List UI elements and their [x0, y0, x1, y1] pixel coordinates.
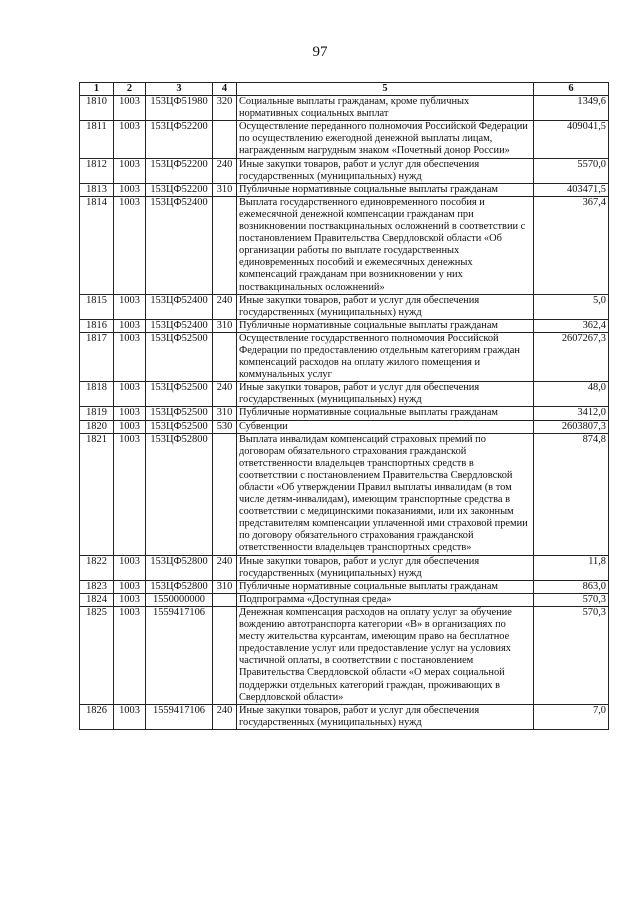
row-description: Публичные нормативные социальные выплаты гражданам	[237, 407, 534, 420]
table-row	[80, 196, 609, 294]
row-amount: 570,3	[534, 606, 609, 704]
row-description: Осуществление государственного полномочия Российской Федерации по предоставлению отдельным категориям граждан компенсаций расходов на оплату жилого помещения и коммунальных услуг	[237, 332, 534, 381]
expense-type: 240	[213, 382, 237, 407]
table-row	[80, 158, 609, 183]
column-header: 1	[80, 83, 114, 96]
target-code: 153ЦФ52500	[146, 407, 213, 420]
row-amount: 3412,0	[534, 407, 609, 420]
expense-type	[213, 606, 237, 704]
table-body	[80, 96, 609, 730]
row-description: Осуществление переданного полномочия Российской Федерации по осуществлению ежегодной денежной выплаты лицам, награжденным нагрудным знаком «Почетный донор России»	[237, 121, 534, 158]
table-row	[80, 121, 609, 158]
section-code: 1003	[114, 593, 146, 606]
row-number: 1826	[80, 704, 114, 729]
row-description: Публичные нормативные социальные выплаты гражданам	[237, 580, 534, 593]
table-row	[80, 332, 609, 381]
table-row	[80, 96, 609, 121]
row-amount: 5570,0	[534, 158, 609, 183]
table-row	[80, 294, 609, 319]
row-description: Иные закупки товаров, работ и услуг для обеспечения государственных (муниципальных) нужд	[237, 382, 534, 407]
table-row	[80, 580, 609, 593]
expense-type: 310	[213, 183, 237, 196]
table-row	[80, 433, 609, 555]
row-number: 1818	[80, 382, 114, 407]
target-code: 1559417106	[146, 606, 213, 704]
table-row	[80, 704, 609, 729]
target-code: 153ЦФ52400	[146, 319, 213, 332]
row-amount: 48,0	[534, 382, 609, 407]
column-header: 4	[213, 83, 237, 96]
row-description: Иные закупки товаров, работ и услуг для обеспечения государственных (муниципальных) нужд	[237, 158, 534, 183]
row-amount: 863,0	[534, 580, 609, 593]
expense-type: 240	[213, 704, 237, 729]
row-description: Публичные нормативные социальные выплаты гражданам	[237, 319, 534, 332]
row-description: Подпрограмма «Доступная среда»	[237, 593, 534, 606]
row-number: 1821	[80, 433, 114, 555]
section-code: 1003	[114, 433, 146, 555]
table-header-row	[80, 83, 609, 96]
row-number: 1816	[80, 319, 114, 332]
row-amount: 403471,5	[534, 183, 609, 196]
row-amount: 362,4	[534, 319, 609, 332]
expense-type: 240	[213, 555, 237, 580]
column-header: 3	[146, 83, 213, 96]
row-amount: 2607267,3	[534, 332, 609, 381]
table-row	[80, 606, 609, 704]
section-code: 1003	[114, 158, 146, 183]
row-number: 1817	[80, 332, 114, 381]
target-code: 153ЦФ52500	[146, 332, 213, 381]
section-code: 1003	[114, 96, 146, 121]
expense-type	[213, 593, 237, 606]
target-code: 153ЦФ52800	[146, 433, 213, 555]
row-number: 1820	[80, 420, 114, 433]
column-header: 5	[237, 83, 534, 96]
target-code: 153ЦФ52500	[146, 420, 213, 433]
row-number: 1819	[80, 407, 114, 420]
expense-type: 310	[213, 580, 237, 593]
section-code: 1003	[114, 121, 146, 158]
row-amount: 409041,5	[534, 121, 609, 158]
row-amount: 2603807,3	[534, 420, 609, 433]
table-row	[80, 407, 609, 420]
target-code: 153ЦФ52500	[146, 382, 213, 407]
row-number: 1815	[80, 294, 114, 319]
row-description: Социальные выплаты гражданам, кроме публичных нормативных социальных выплат	[237, 96, 534, 121]
row-description: Денежная компенсация расходов на оплату услуг за обучение вождению автотранспорта категории «В» в организациях по месту жительства курсантам, имеющим право на бесплатное предоставление услуг или предоставление услуг на условиях частичной оплаты, в соответствии с постановлением Правительства Свердловской области «О мерах социальной поддержки отдельных категорий граждан, проживающих в Свердловской области»	[237, 606, 534, 704]
row-number: 1812	[80, 158, 114, 183]
expense-type: 530	[213, 420, 237, 433]
expense-type	[213, 332, 237, 381]
table-row	[80, 420, 609, 433]
table-row	[80, 555, 609, 580]
target-code: 1550000000	[146, 593, 213, 606]
row-description: Субвенции	[237, 420, 534, 433]
expense-type: 310	[213, 319, 237, 332]
row-amount: 367,4	[534, 196, 609, 294]
page-number: 97	[312, 44, 328, 60]
section-code: 1003	[114, 332, 146, 381]
row-number: 1824	[80, 593, 114, 606]
row-amount: 874,8	[534, 433, 609, 555]
expense-type: 240	[213, 294, 237, 319]
target-code: 153ЦФ52800	[146, 555, 213, 580]
target-code: 153ЦФ51980	[146, 96, 213, 121]
row-amount: 570,3	[534, 593, 609, 606]
row-description: Выплата инвалидам компенсаций страховых премий по договорам обязательного страхования гражданской ответственности владельцев транспортных средств в соответствии с постановлением Правительства Свердловской области «Об утверждении Правил выплаты инвалидам (в том числе детям-инвалидам), имеющим транспортные средства в соответствии с медицинскими показаниями, или их законным представителям компенсации уплаченной ими страховой премии по договору обязательного страхования гражданской ответственности владельцев транспортных средств»	[237, 433, 534, 555]
section-code: 1003	[114, 606, 146, 704]
expense-type	[213, 196, 237, 294]
row-description: Иные закупки товаров, работ и услуг для обеспечения государственных (муниципальных) нужд	[237, 294, 534, 319]
table-row	[80, 183, 609, 196]
row-number: 1825	[80, 606, 114, 704]
section-code: 1003	[114, 704, 146, 729]
column-header: 6	[534, 83, 609, 96]
row-amount: 7,0	[534, 704, 609, 729]
table-row	[80, 593, 609, 606]
section-code: 1003	[114, 319, 146, 332]
expense-type: 320	[213, 96, 237, 121]
target-code: 153ЦФ52800	[146, 580, 213, 593]
expense-type: 240	[213, 158, 237, 183]
target-code: 153ЦФ52200	[146, 158, 213, 183]
row-number: 1822	[80, 555, 114, 580]
target-code: 1559417106	[146, 704, 213, 729]
expense-type: 310	[213, 407, 237, 420]
section-code: 1003	[114, 420, 146, 433]
row-description: Иные закупки товаров, работ и услуг для обеспечения государственных (муниципальных) нужд	[237, 704, 534, 729]
row-description: Публичные нормативные социальные выплаты гражданам	[237, 183, 534, 196]
row-number: 1811	[80, 121, 114, 158]
column-header: 2	[114, 83, 146, 96]
target-code: 153ЦФ52400	[146, 196, 213, 294]
row-amount: 1349,6	[534, 96, 609, 121]
row-number: 1814	[80, 196, 114, 294]
section-code: 1003	[114, 580, 146, 593]
target-code: 153ЦФ52200	[146, 121, 213, 158]
row-description: Выплата государственного единовременного пособия и ежемесячной денежной компенсации гражданам при возникновении поствакцинальных осложнений в соответствии с постановлением Правительства Свердловской области «Об организации работы по выплате государственных единовременных пособий и ежемесячных денежных компенсаций гражданам при возникновении у них поствакцинальных осложнений»	[237, 196, 534, 294]
row-number: 1810	[80, 96, 114, 121]
table-row	[80, 382, 609, 407]
table-row	[80, 319, 609, 332]
row-amount: 11,8	[534, 555, 609, 580]
expense-type	[213, 121, 237, 158]
target-code: 153ЦФ52200	[146, 183, 213, 196]
row-description: Иные закупки товаров, работ и услуг для обеспечения государственных (муниципальных) нужд	[237, 555, 534, 580]
section-code: 1003	[114, 196, 146, 294]
section-code: 1003	[114, 382, 146, 407]
target-code: 153ЦФ52400	[146, 294, 213, 319]
row-amount: 5,0	[534, 294, 609, 319]
row-number: 1813	[80, 183, 114, 196]
expense-type	[213, 433, 237, 555]
section-code: 1003	[114, 407, 146, 420]
section-code: 1003	[114, 294, 146, 319]
budget-table	[79, 82, 609, 730]
section-code: 1003	[114, 555, 146, 580]
row-number: 1823	[80, 580, 114, 593]
section-code: 1003	[114, 183, 146, 196]
